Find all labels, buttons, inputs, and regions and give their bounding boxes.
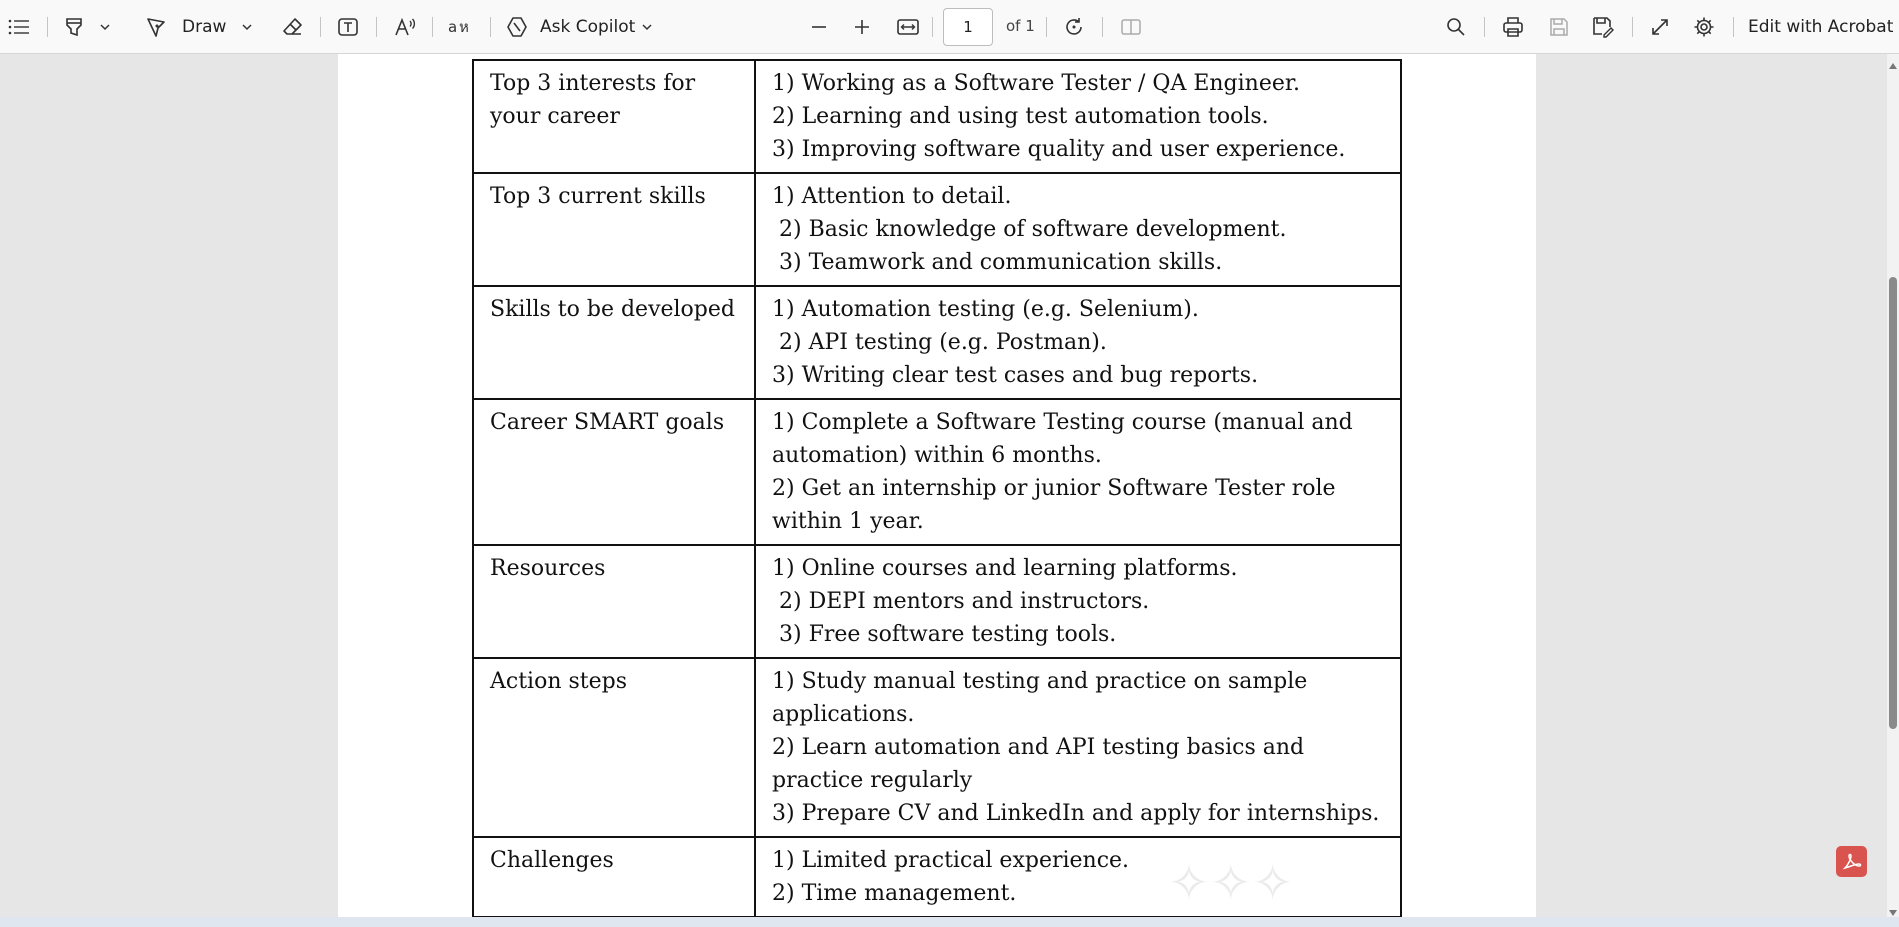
chevron-down-icon bbox=[240, 20, 254, 34]
content-line: 3) Teamwork and communication skills. bbox=[772, 250, 1223, 275]
zoom-out-button[interactable] bbox=[806, 14, 832, 40]
rotate-button[interactable] bbox=[1061, 14, 1087, 40]
career-plan-table bbox=[472, 59, 1402, 917]
row-content bbox=[755, 658, 1401, 837]
content-line: 1) Working as a Software Tester / QA Engineer. bbox=[772, 71, 1300, 96]
watermark: ✧✧✧ bbox=[1168, 854, 1294, 912]
print-button[interactable] bbox=[1499, 14, 1527, 40]
scrollbar-thumb[interactable] bbox=[1889, 277, 1897, 729]
save-button[interactable] bbox=[1545, 14, 1573, 40]
edit-with-acrobat-button[interactable] bbox=[1748, 14, 1894, 40]
edit-with-acrobat-label: Edit with Acrobat bbox=[1748, 17, 1894, 37]
list-icon bbox=[8, 19, 30, 35]
fullscreen-button[interactable] bbox=[1646, 14, 1674, 40]
separator bbox=[932, 17, 933, 37]
content-line: 2) Get an internship or junior Software Tester role within 1 year. bbox=[772, 476, 1336, 534]
row-content bbox=[755, 399, 1401, 545]
triangle-up-icon bbox=[1888, 61, 1898, 71]
highlight-button[interactable] bbox=[60, 14, 88, 40]
fit-width-icon bbox=[896, 17, 920, 37]
pdf-toolbar bbox=[0, 0, 1899, 54]
acrobat-icon bbox=[1842, 852, 1862, 872]
translate-button[interactable] bbox=[446, 14, 474, 40]
draw-label: Draw bbox=[182, 17, 227, 37]
page-view-icon bbox=[1119, 17, 1143, 37]
content-line: 2) Learn automation and API testing basics and practice regularly bbox=[772, 735, 1305, 793]
row-label: Top 3 current skills bbox=[473, 173, 755, 286]
scroll-down-arrow[interactable] bbox=[1888, 903, 1898, 913]
separator bbox=[1102, 17, 1103, 37]
content-line: 1) Study manual testing and practice on sample applications. bbox=[772, 669, 1308, 727]
row-content bbox=[755, 545, 1401, 658]
table-row bbox=[473, 658, 1401, 837]
erase-button[interactable] bbox=[280, 14, 306, 40]
content-line: 2) Learning and using test automation tools. bbox=[772, 104, 1269, 129]
table-row bbox=[473, 399, 1401, 545]
separator bbox=[1484, 17, 1485, 37]
content-line: 2) Time management. bbox=[772, 881, 1017, 906]
table-row bbox=[473, 286, 1401, 399]
separator bbox=[320, 17, 321, 37]
content-line: 1) Attention to detail. bbox=[772, 184, 1012, 209]
fit-page-button[interactable] bbox=[894, 14, 922, 40]
read-aloud-icon bbox=[394, 16, 416, 38]
separator bbox=[432, 17, 433, 37]
search-button[interactable] bbox=[1443, 14, 1469, 40]
row-content bbox=[755, 286, 1401, 399]
save-icon bbox=[1549, 17, 1569, 37]
expand-icon bbox=[1650, 17, 1670, 37]
row-label: Challenges bbox=[473, 837, 755, 917]
row-label: Skills to be developed bbox=[473, 286, 755, 399]
copilot-icon bbox=[505, 15, 529, 39]
text-box-icon bbox=[337, 16, 359, 38]
search-icon bbox=[1446, 17, 1466, 37]
eraser-icon bbox=[282, 16, 304, 38]
content-line: 1) Automation testing (e.g. Selenium). bbox=[772, 297, 1199, 322]
settings-button[interactable] bbox=[1690, 14, 1718, 40]
content-line: 2) DEPI mentors and instructors. bbox=[772, 589, 1150, 614]
window-bottom-edge bbox=[0, 917, 1899, 927]
table-row bbox=[473, 173, 1401, 286]
ask-copilot-label: Ask Copilot bbox=[540, 17, 636, 37]
row-content bbox=[755, 173, 1401, 286]
row-label: Top 3 interests for your career bbox=[473, 60, 755, 173]
row-label: Action steps bbox=[473, 658, 755, 837]
content-line: 2) Basic knowledge of software development. bbox=[772, 217, 1287, 242]
page-view-button[interactable] bbox=[1117, 14, 1145, 40]
page-count: of 1 bbox=[1006, 17, 1035, 35]
ask-copilot-button[interactable] bbox=[505, 14, 655, 40]
save-as-button[interactable] bbox=[1589, 14, 1617, 40]
document-viewport[interactable] bbox=[0, 54, 1887, 917]
minus-icon bbox=[810, 18, 828, 36]
separator bbox=[1733, 17, 1734, 37]
gear-icon bbox=[1693, 16, 1715, 38]
separator bbox=[490, 17, 491, 37]
text-box-button[interactable] bbox=[335, 14, 361, 40]
zoom-in-button[interactable] bbox=[849, 14, 875, 40]
content-line: 1) Complete a Software Testing course (manual and automation) within 6 months. bbox=[772, 410, 1353, 468]
row-label: Career SMART goals bbox=[473, 399, 755, 545]
content-line: 2) API testing (e.g. Postman). bbox=[772, 330, 1107, 355]
row-label: Resources bbox=[473, 545, 755, 658]
content-line: 1) Limited practical experience. bbox=[772, 848, 1130, 873]
separator bbox=[1046, 17, 1047, 37]
contents-button[interactable] bbox=[6, 15, 32, 39]
save-as-icon bbox=[1592, 16, 1614, 38]
content-line: 3) Improving software quality and user experience. bbox=[772, 137, 1346, 162]
table-row bbox=[473, 545, 1401, 658]
pen-icon bbox=[144, 15, 168, 39]
print-icon bbox=[1502, 16, 1524, 38]
read-aloud-button[interactable] bbox=[392, 14, 418, 40]
translate-icon bbox=[447, 16, 473, 38]
content-line: 3) Prepare CV and LinkedIn and apply for internships. bbox=[772, 801, 1380, 826]
chevron-down-icon bbox=[98, 20, 112, 34]
separator bbox=[1632, 17, 1633, 37]
acrobat-badge-button[interactable] bbox=[1836, 846, 1867, 877]
pdf-page bbox=[338, 54, 1536, 917]
content-line: 3) Writing clear test cases and bug reports. bbox=[772, 363, 1259, 388]
copilot-options-chevron[interactable] bbox=[640, 20, 654, 34]
chevron-down-icon bbox=[640, 20, 654, 34]
draw-options-chevron[interactable] bbox=[240, 20, 254, 34]
separator bbox=[376, 17, 377, 37]
svg-text:a: a bbox=[448, 18, 458, 36]
separator bbox=[47, 17, 48, 37]
scroll-up-arrow[interactable] bbox=[1888, 56, 1898, 66]
highlight-options-chevron[interactable] bbox=[98, 20, 112, 34]
content-line: 3) Free software testing tools. bbox=[772, 622, 1117, 647]
content-line: 1) Online courses and learning platforms. bbox=[772, 556, 1238, 581]
table-row bbox=[473, 60, 1401, 173]
svg-text:ห: ห bbox=[459, 18, 469, 36]
highlighter-icon bbox=[63, 16, 85, 38]
row-content bbox=[755, 60, 1401, 173]
row-content bbox=[755, 837, 1401, 917]
plus-icon bbox=[853, 18, 871, 36]
page-number-input[interactable]: 1 bbox=[943, 8, 993, 46]
rotate-icon bbox=[1063, 16, 1085, 38]
